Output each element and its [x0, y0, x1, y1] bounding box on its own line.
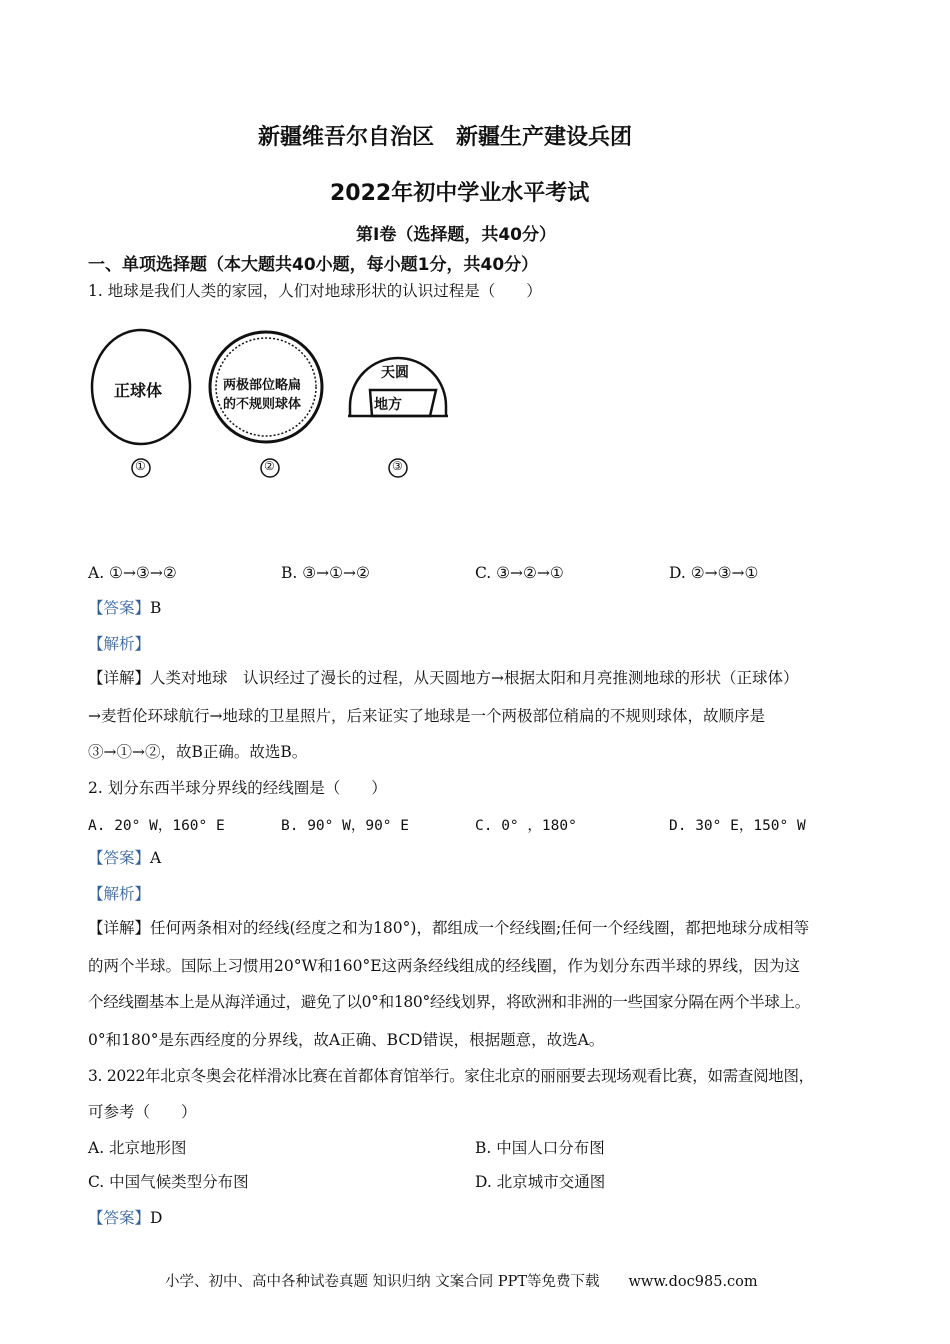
q1-detail-line1	[88, 668, 799, 688]
q3-answer-value: D	[150, 1209, 163, 1227]
q2-detail-line2: 的两个半球。国际上习惯用20°W和160°E这两条经线组成的经线圈，作为划分东西半球的界线，因为这	[88, 957, 801, 975]
page-title-line1: 新疆维吾尔自治区 新疆生产建设兵团	[258, 125, 633, 150]
q1-detail-text1: 人类对地球 认识经过了漫长的过程，从天圆地方→根据太阳和月亮推测地球的形状（正球体）	[150, 669, 799, 687]
fig3-top-label: 天圆	[381, 365, 409, 381]
q2-detail-line4: 0°和180°是东西经度的分界线，故A正确、BCD错误，根据题意，故选A。	[88, 1031, 605, 1049]
q1-detail-label: 【详解】	[88, 669, 151, 687]
q2-stem: 2. 划分东西半球分界线的经线圈是（ ）	[88, 779, 387, 797]
q1-option-a: A. ①→③→②	[88, 564, 177, 582]
q3-stem-line2: 可参考（ ）	[88, 1103, 197, 1121]
q3-option-b: B. 中国人口分布图	[475, 1139, 605, 1157]
fig2-number: ②	[264, 459, 275, 473]
q2-option-c: C. 0° ，180°	[475, 818, 577, 834]
q1-option-d: D. ②→③→①	[669, 564, 759, 582]
volume-heading: 第Ⅰ卷（选择题，共40分）	[356, 225, 556, 245]
q3-option-c: C. 中国气候类型分布图	[88, 1173, 249, 1191]
q2-option-d: D. 30° E，150° W	[669, 818, 806, 834]
q2-answer	[88, 848, 161, 868]
q1-analysis-label: 【解析】	[88, 635, 151, 653]
q1-answer-label: 【答案】	[88, 599, 151, 617]
fig3-bottom-label: 地方	[374, 397, 402, 413]
q2-detail-text1: 任何两条相对的经线(经度之和为180°)，都组成一个经线圈;任何一个经线圈，都把地球分成相等	[150, 919, 810, 937]
q2-option-b: B. 90° W，90° E	[281, 818, 409, 834]
q1-answer-value: B	[150, 599, 162, 617]
page-title-line2: 2022年初中学业水平考试	[330, 181, 590, 206]
q2-answer-value: A	[150, 849, 162, 867]
q3-option-a: A. 北京地形图	[88, 1139, 187, 1157]
q2-analysis-label: 【解析】	[88, 885, 151, 903]
q3-answer-label: 【答案】	[88, 1209, 151, 1227]
q1-option-b: B. ③→①→②	[281, 564, 370, 582]
q2-detail-line1	[88, 918, 809, 938]
fig2-label-line1: 两极部位略扁	[223, 378, 302, 393]
q1-answer	[88, 598, 161, 618]
fig2-label	[223, 376, 301, 414]
earth-shape-figure	[80, 318, 470, 488]
q3-answer	[88, 1208, 162, 1228]
q3-option-d: D. 北京城市交通图	[475, 1173, 606, 1191]
q2-option-a: A. 20° W，160° E	[88, 818, 225, 834]
q1-detail-line2: →麦哲伦环球航行→地球的卫星照片，后来证实了地球是一个两极部位稍扁的不规则球体，故顺序是	[88, 707, 765, 725]
fig1-number: ①	[135, 459, 146, 473]
q2-detail-label: 【详解】	[88, 919, 151, 937]
q3-stem-line1: 3. 2022年北京冬奥会花样滑冰比赛在首都体育馆举行。家住北京的丽丽要去现场观看比赛，如需查阅地图，	[88, 1067, 814, 1085]
q2-detail-line3: 个经线圈基本上是从海洋通过，避免了以0°和180°经线划界，将欧洲和非洲的一些国家分隔在两个半球上。	[88, 993, 810, 1011]
fig1-label: 正球体	[114, 381, 163, 400]
q1-stem: 1. 地球是我们人类的家园，人们对地球形状的认识过程是（ ）	[88, 282, 542, 300]
page-footer: 小学、初中、高中各种试卷真题 知识归纳 文案合同 PPT等免费下载 www.doc985.com	[165, 1274, 758, 1290]
fig3-number: ③	[392, 459, 403, 473]
q1-detail-line3: ③→①→②，故B正确。故选B。	[88, 743, 308, 761]
q1-option-c: C. ③→②→①	[475, 564, 564, 582]
section-heading: 一、单项选择题（本大题共40小题，每小题1分，共40分）	[88, 255, 539, 275]
q2-answer-label: 【答案】	[88, 849, 151, 867]
fig2-label-line2: 的不规则球体	[223, 397, 302, 412]
